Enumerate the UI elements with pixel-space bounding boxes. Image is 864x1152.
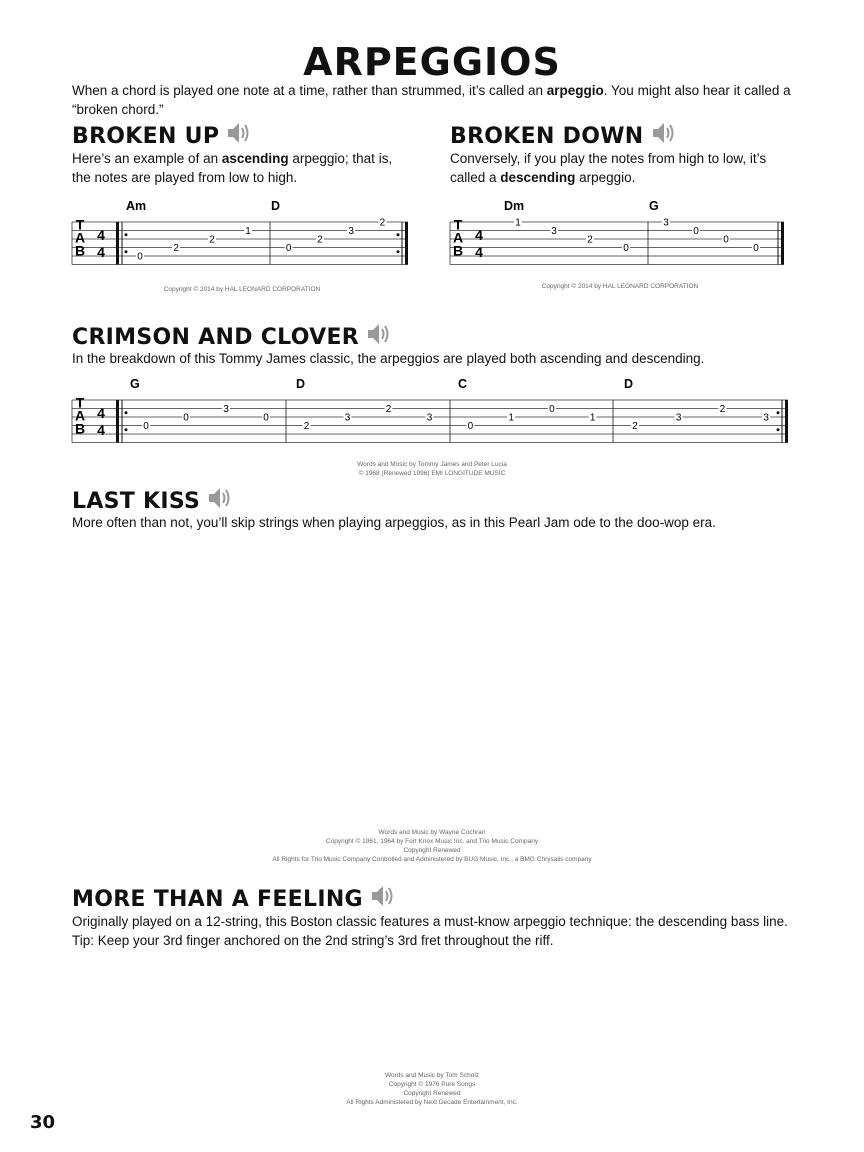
broken-up-tab [68,192,418,279]
repeat-dot [777,411,780,414]
credit-line: Words and Music by Wayne Cochran [378,829,486,836]
tab-clef-letter: A [452,229,464,246]
speaker-audio-icon[interactable] [367,322,389,352]
broken-down-description [450,149,795,187]
chord-name: Dm [504,199,525,213]
broken-down-copyright: Copyright © 2014 by HAL LEONARD CORPORATION [541,283,699,290]
broken-down-tab-svg [446,192,796,274]
chord-name: Am [126,199,147,213]
last-kiss-description: More often than not, you’ll skip strings when playing arpeggios, as in this Pearl Jam ode to the doo-wop era. [72,515,716,530]
tab-clef-letter: T [75,394,85,411]
repeat-dot [125,411,128,414]
fret-number: 0 [693,226,699,237]
repeat-start-thick-bar [116,222,119,265]
chord-name: G [130,377,140,391]
chord-name: C [458,377,468,391]
intro-text-end: . You might also hear it called a “broken chord.” [72,83,791,117]
crimson-heading [72,322,389,352]
fret-number: 0 [183,412,189,424]
credit-line: Words and Music by Tom Scholz [384,1072,480,1079]
speaker-audio-icon[interactable] [371,884,393,914]
fret-number: 2 [719,404,726,415]
repeat-dot [125,233,128,236]
tab-clef-letter: B [452,242,464,259]
repeat-dot [125,250,128,253]
time-signature-top: 4 [97,227,105,243]
broken-down-heading [450,121,674,151]
fret-number: 2 [385,404,392,415]
desc-text-end: arpeggio. [575,170,636,185]
intro-text: When a chord is played one note at a time, rather than strummed, it’s called an [72,83,547,98]
fret-number: 3 [426,412,433,424]
repeat-start-thick-bar [116,400,119,443]
chord-name: D [271,199,281,213]
fret-number: 1 [245,226,251,237]
fret-number: 2 [317,234,323,246]
credit-line: Copyright Renewed [403,1090,461,1097]
tab-clef-letter: T [75,216,85,233]
section-title: BROKEN UP [72,123,220,149]
speaker-audio-icon[interactable] [652,121,674,151]
speaker-audio-icon[interactable] [208,486,230,516]
fret-number: 0 [623,243,629,254]
broken-up-description [72,149,412,187]
fret-number: 3 [675,412,682,424]
page-title: ARPEGGIOS [303,40,561,84]
fret-number: 3 [551,226,557,237]
tab-clef-letter: B [74,420,86,437]
fret-number: 3 [763,412,769,424]
fret-number: 0 [143,421,149,432]
repeat-dot [397,233,400,236]
repeat-end-thick-bar [785,400,788,443]
repeat-dot [397,250,400,253]
time-signature-top: 4 [97,405,105,421]
crimson-tab [68,366,798,457]
desc-term: descending [500,170,576,185]
fret-number: 1 [515,217,521,229]
credit-line: Copyright Renewed [403,847,461,854]
fret-number: 0 [263,412,269,424]
time-signature-bottom: 4 [475,244,483,260]
fret-number: 1 [508,412,514,424]
broken-up-copyright: Copyright © 2014 by HAL LEONARD CORPORATION [163,286,321,293]
fret-number: 3 [348,226,354,237]
more-than-a-feeling-credits [72,1071,792,1107]
broken-down-tab [446,192,796,279]
fret-number: 0 [285,243,292,254]
desc-term: ascending [221,151,289,166]
broken-up-tab-svg [68,192,418,274]
final-thick-bar [781,222,784,265]
credit-line: Copyright © 1976 Pure Songs [388,1081,476,1088]
section-title: LAST KISS [72,488,201,514]
intro-term: arpeggio [546,83,604,98]
fret-number: 3 [663,217,669,229]
fret-number: 2 [379,217,386,229]
fret-number: 2 [632,421,638,432]
tab-clef-letter: B [74,242,86,259]
crimson-description: In the breakdown of this Tommy James classic, the arpeggios are played both ascending and descending. [72,351,705,366]
chord-name: D [624,377,634,391]
section-title: BROKEN DOWN [450,123,644,149]
section-title: CRIMSON AND CLOVER [72,324,360,350]
credit-line: Copyright © 1961, 1964 by Fort Knox Music Inc. and Trio Music Company [325,838,539,845]
tab-clef-letter: A [74,229,86,246]
time-signature-bottom: 4 [97,244,105,260]
time-signature-top: 4 [475,227,483,243]
fret-number: 3 [223,404,229,415]
fret-number: 0 [723,234,729,246]
desc-text-end: arpeggio; that is, the notes are played from low to high. [72,151,393,185]
credit-line: All Rights Administered by Next Decade Entertainment, Inc. [346,1099,518,1106]
desc-text: Here’s an example of an [72,151,222,166]
desc-text: Conversely, if you play the notes from high to low, it’s called a [450,151,767,185]
more-than-a-feeling-heading [72,884,393,914]
fret-number: 2 [587,234,593,246]
fret-number: 0 [137,251,143,263]
crimson-credits [72,460,792,478]
more-than-a-feeling-description: Originally played on a 12-string, this Boston classic features a must-know arpeggio technique: the descending bass line. Tip: Keep your 3rd finger anchored on the 2nd string’s 3rd fret throughout the riff. [72,914,788,948]
credit-line: All Rights for Trio Music Company Controlled and Administered by BUG Music, Inc., a BMG Chrysalis company [272,856,592,863]
tab-clef-letter: T [453,216,463,233]
fret-number: 1 [589,412,596,424]
fret-number: 0 [753,243,759,254]
fret-number: 0 [549,404,555,415]
fret-number: 2 [209,234,215,246]
broken-up-heading [72,121,249,151]
section-title: MORE THAN A FEELING [72,886,363,912]
repeat-end-thick-bar [405,222,408,265]
credit-line: © 1968 (Renewed 1996) EMI LONGITUDE MUSIC [358,470,506,477]
fret-number: 2 [303,421,310,432]
chord-name: G [649,199,659,213]
fret-number: 2 [173,243,179,254]
fret-number: 3 [344,412,351,424]
fret-number: 0 [467,421,474,432]
speaker-audio-icon[interactable] [227,121,249,151]
last-kiss-heading [72,486,230,516]
chord-name: D [296,377,306,391]
credit-line: Words and Music by Tommy James and Peter Lucia [357,461,507,468]
tab-clef-letter: A [74,407,86,424]
time-signature-bottom: 4 [97,422,105,438]
repeat-dot [125,428,128,431]
crimson-tab-svg [68,366,798,452]
intro-paragraph [72,81,797,119]
last-kiss-credits [72,828,792,864]
page-number: 30 [30,1112,56,1133]
repeat-dot [777,428,780,431]
